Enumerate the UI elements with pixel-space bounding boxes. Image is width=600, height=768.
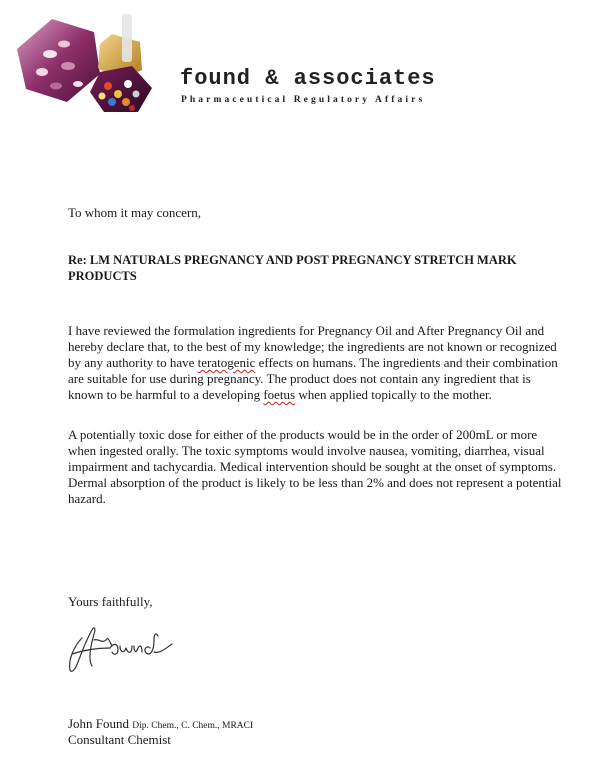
body-paragraph-2: A potentially toxic dose for either of the products would be in the order of 200mL or more when ingested orally. The toxic symptoms would involve nausea, vomiting, diarrhea, visual impairment and tachycardia. Medical intervention should be sought at the onset of symptoms. Dermal absorption of the product is likely to be less than 2% and does not represent a potential hazard.	[68, 427, 562, 506]
company-tagline: Pharmaceutical Regulatory Affairs	[181, 95, 426, 105]
signatory-name: John Found	[68, 716, 130, 731]
closing: Yours faithfully,	[68, 594, 153, 609]
paragraph-1-text-b: effects on humans. The ingredients and their combination are suitable for use during pregnancy. The product does not contain any ingredient that is known to be harmful to a developing	[68, 355, 558, 402]
spellcheck-word-teratogenic: teratogenic	[197, 355, 256, 370]
subject-line: Re: LM NATURALS PREGNANCY AND POST PREGNANCY STRETCH MARK PRODUCTS	[68, 253, 517, 283]
paragraph-1-text-a: I have reviewed the formulation ingredients for Pregnancy Oil and After Pregnancy Oil and hereby declare that, to the best of my knowledge; the ingredients are not known or recognized by any authority to have	[68, 323, 557, 370]
paragraph-1-text-c: when applied topically to the mother.	[295, 387, 492, 402]
signatory-title: Consultant Chemist	[68, 732, 171, 747]
body-paragraph-1	[68, 323, 568, 403]
handwritten-signature	[62, 618, 177, 676]
spellcheck-word-foetus: foetus	[263, 387, 296, 402]
company-logo	[12, 14, 172, 114]
signatory-credentials: Dip. Chem., C. Chem., MRACI	[132, 721, 254, 731]
company-name: found & associates	[180, 66, 436, 91]
pharmaceutical-pills-hexagon-logo-icon	[12, 14, 172, 114]
salutation: To whom it may concern,	[68, 205, 202, 220]
